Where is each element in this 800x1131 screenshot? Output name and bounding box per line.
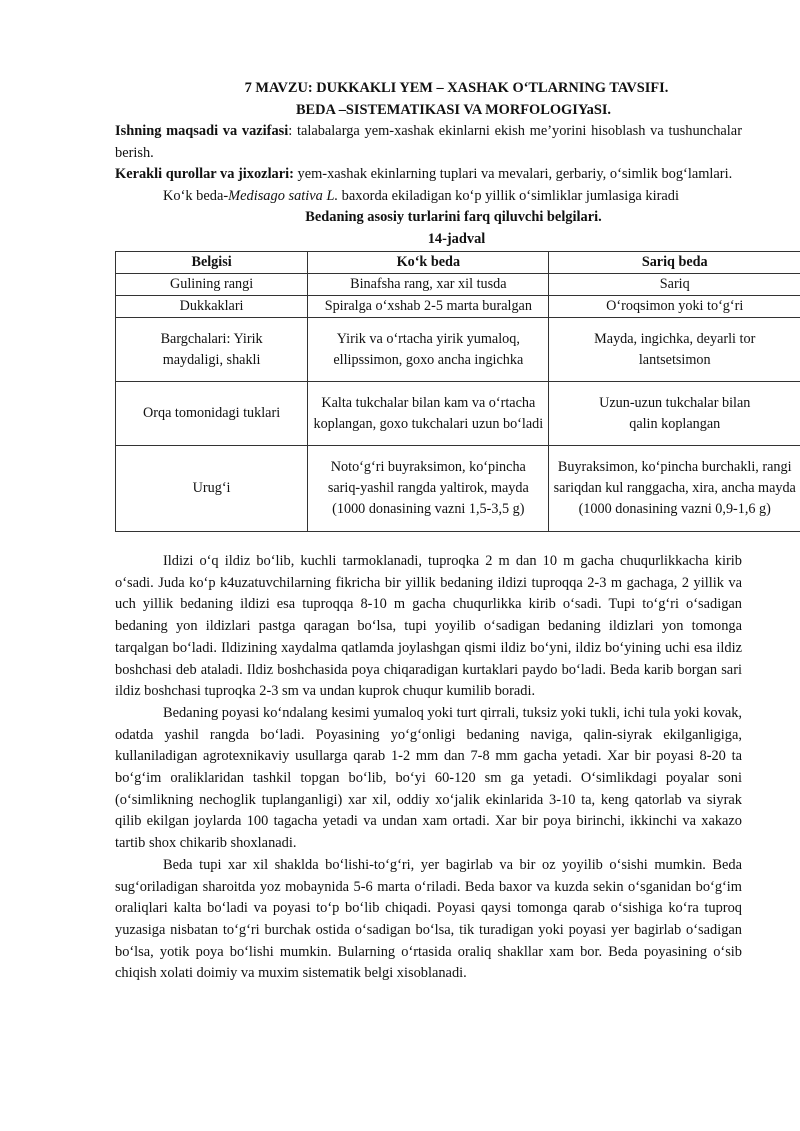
intro-paragraph [115,186,742,208]
header-belgisi: Belgisi [116,252,308,274]
table-cell: Bargchalari: Yirik maydaligi, shakli [116,318,308,382]
body-text [115,551,742,985]
intro-after: baxorda ekiladigan ko‘p yillik o‘simliklar jumlasiga kiradi [338,187,679,204]
table-cell: Mayda, ingichka, deyarli tor lantsetsimon [549,318,800,382]
table-header-row [116,252,800,274]
table-cell: Yirik va o‘rtacha yirik yumaloq, ellipssimon, goxo ancha ingichka [308,318,549,382]
table-cell: Urug‘i [116,446,308,532]
table-cell: Gulining rangi [116,274,308,296]
intro-before: Ko‘k beda- [163,187,229,204]
table-cell: Noto‘g‘ri buyraksimon, ko‘pincha sariq-yashil rangda yaltirok, mayda (1000 donasining vazni 1,5-3,5 g) [308,446,549,532]
table-cell: Spiralga o‘xshab 2-5 marta buralgan [308,296,549,318]
table-cell: Buyraksimon, ko‘pincha burchakli, rangi sariqdan kul ranggacha, xira, ancha mayda (1000 donasining vazni 0,9-1,6 g) [549,446,800,532]
header-sariq-beda: Sariq beda [549,252,800,274]
intro-latin-name: Medisago sativa L. [228,187,339,204]
table-cell: Orqa tomonidagi tuklari [116,382,308,446]
table-cell: Dukkaklari [116,296,308,318]
table-title: Bedaning asosiy turlarini farq qiluvchi belgilari. [305,209,602,225]
purpose-paragraph [115,121,742,164]
tools-text: yem-xashak ekinlarning tuplari va mevalari, gerbariy, o‘simlik bog‘lamlari. [293,166,733,182]
table-row [116,296,800,318]
document-title-line-1: 7 MAVZU: DUKKAKLI YEM – XASHAK O‘TLARNING TAVSIFI. [244,80,669,96]
document-title-line-2: BEDA –SISTEMATIKASI VA MORFOLOGIYaSI. [295,101,612,118]
table-cell: Uzun-uzun tukchalar bilan qalin koplangan [549,382,800,446]
paragraph-bush: Beda tupi xar xil shaklda bo‘lishi-to‘g‘ri, yer bagirlab va bir oz yoyilib o‘sishi mumkin. Beda sug‘oriladigan sharoitda yoz mobaynida 5-6 marta o‘riladi. Beda baxor va kuzda sekin o‘sganidan bo‘g‘im oraliqlari kalta bo‘ladi va poyasi to‘p bo‘lib chiqadi. Poyasi qaysi tomonga qarab o‘sishiga ko‘ra tuproq yuzasiga nisbatan to‘g‘ri burchak ostida o‘sadigan bo‘lsa, tik turadigan yoki poyasi yer bagirlab o‘sadigan bo‘lsa, yotik poya bo‘lishi mumkin. Bularning o‘rtasida oraliq shakllar xam bor. Beda poyasining o‘sib chiqish xolati doimiy va muxim sistematik belgi xisoblanadi. [115,856,742,982]
table-row [116,318,800,382]
paragraph-stem: Bedaning poyasi ko‘ndalang kesimi yumaloq yoki turt qirrali, tuksiz yoki tukli, ichi tula yoki kovak, odatda yashil rangda bo‘ladi. Poyasining yo‘g‘onligi bedaning naviga, qalin-siyrak ekilganligiga, kullaniladigan agrotexnikaviy usullarga qarab 1-2 mm dan 7-8 mm gacha yetadi. Xar bir poyasi 8-20 ta bo‘g‘im oraliklaridan tashkil topgan bo‘lib, bo‘yi 60-120 sm ga yetadi. O‘simlikdagi poyalar soni (o‘simlikning nechoglik tuplanganligi) xar xil, oddiy xo‘jalik ekinlarida 3-10 ta, keng qatorlab va siyrak qilib ekilgan joylarda 100 tagacha yetadi va undan xam ortadi. Xar bir poya birinchi, ikkinchi va xakazo tartib shox chikarib shoxlanadi. [115,704,742,852]
purpose-label: Ishning maqsadi va vazifasi [115,123,289,139]
table-row [116,382,800,446]
table-number: 14-jadval [427,230,486,247]
tools-label: Kerakli qurollar va jixozlari: [115,166,294,182]
table-cell: Binafsha rang, xar xil tusda [308,274,549,296]
table-cell: Sariq [549,274,800,296]
comparison-table [115,251,800,532]
table-cell: Kalta tukchalar bilan kam va o‘rtacha koplangan, goxo tukchalari uzun bo‘ladi [308,382,549,446]
paragraph-root: Ildizi o‘q ildiz bo‘lib, kuchli tarmoklanadi, tuproqka 2 m dan 10 m gacha chuqurlikkacha kirib o‘sadi. Juda ko‘p k4uzatuvchilarning fikricha bir yillik bedaning ildizi tuproqqa 2-3 m gachaga, 2 yillik va uch yillik bedaning ildizi esa tuproqqa 8-10 m gacha chuqurlikka kirib o‘sadi. Tupi to‘g‘ri o‘sadigan bedaning yon ildizlari pastga qaragan bo‘lsa, tupi yoyilib o‘sadigan bedaning ildizlari yon tomonga tarqalgan bo‘ladi. Ildizining xaydalma qatlamda joylashgan qismi ildiz bo‘yni, ildiz bo‘yining uchi esa ildiz boshchasi deb ataladi. Ildiz boshchasida poya chiqaradigan kurtaklari paydo bo‘ladi. Beda karib borgan sari ildiz boshchasi tuproqka 2-3 sm va undan kuprok chuqur kumilib boradi. [115,553,742,700]
table-cell: O‘roqsimon yoki to‘g‘ri [549,296,800,318]
purpose-text: : talabalarga yem-xashak ekinlarni ekish me’yorini hisoblash va tushunchalar berish. [115,123,742,161]
document-page [115,78,796,985]
header-kok-beda: Ko‘k beda [308,252,549,274]
table-row [116,446,800,532]
tools-paragraph [115,164,742,186]
table-row [116,274,800,296]
